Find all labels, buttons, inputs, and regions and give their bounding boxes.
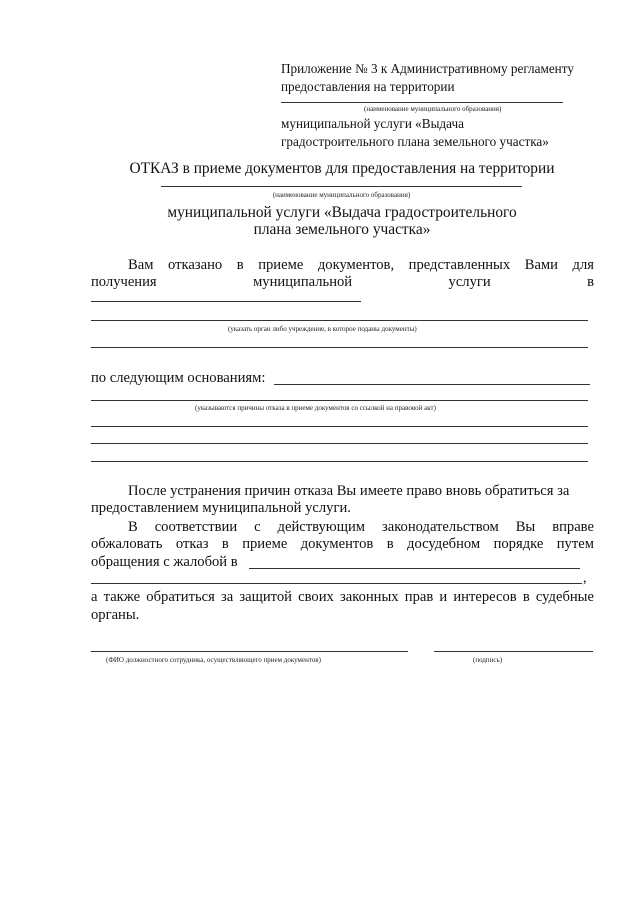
blank-line-grounds-5: [91, 461, 588, 462]
para3-line-5: а также обратиться за защитой своих законных прав и интересов в судебные: [91, 589, 594, 605]
appeal-comma: ,: [583, 570, 587, 586]
title-municipality-line: [161, 186, 522, 187]
organ-caption: (указать орган либо учреждение, в которое поданы документы): [228, 325, 417, 333]
header-line-3: муниципальной услуги «Выдача: [281, 116, 464, 131]
para1-line-2: получения муниципальной услуги в: [91, 274, 594, 290]
para2-line-2: предоставлением муниципальной услуги.: [91, 500, 351, 516]
header-municipality-line: [281, 102, 563, 103]
header-municipality-caption: (наименование муниципального образования): [364, 105, 502, 113]
para3-line-1: В соответствии с действующим законодательством Вы вправе: [128, 519, 594, 535]
para3-line-2: обжаловать отказ в приеме документов в досудебном порядке путем: [91, 536, 594, 552]
blank-line-organ-1: [91, 301, 361, 302]
para1-line-1: Вам отказано в приеме документов, представленных Вами для: [128, 257, 594, 273]
grounds-label: по следующим основаниям:: [91, 370, 266, 386]
header-line-4: градостроительного плана земельного участка»: [281, 134, 549, 149]
signature-line: [434, 651, 593, 652]
official-name-line: [91, 651, 408, 652]
blank-line-appeal-2: [91, 583, 582, 584]
blank-line-appeal-1: [249, 568, 580, 569]
blank-line-grounds-4: [91, 443, 588, 444]
title-line-3: плана земельного участка»: [253, 221, 431, 238]
blank-line-grounds-3: [91, 426, 588, 427]
document-title: ОТКАЗ в приеме документов для предоставления на территории: [129, 160, 555, 177]
blank-line-grounds-1: [274, 384, 590, 385]
title-line-2: муниципальной услуги «Выдача градостроительного: [167, 204, 517, 221]
para2-line-1: После устранения причин отказа Вы имеете право вновь обратиться за: [128, 483, 570, 499]
blank-line-organ-2: [91, 320, 588, 321]
grounds-caption: (указываются причины отказа в приеме документов со ссылкой на правовой акт): [195, 404, 436, 412]
official-name-caption: (ФИО должностного сотрудника, осуществляющего прием документов): [106, 656, 321, 664]
para3-line-3: обращения с жалобой в: [91, 554, 238, 570]
header-line-2: предоставления на территории: [281, 79, 455, 94]
blank-line-organ-3: [91, 347, 588, 348]
blank-line-grounds-2: [91, 400, 588, 401]
header-line-1: Приложение № 3 к Административному регламенту: [281, 61, 574, 76]
signature-caption: (подпись): [473, 656, 503, 664]
title-municipality-caption: (наименование муниципального образования): [272, 191, 411, 199]
para3-line-6: органы.: [91, 607, 140, 623]
